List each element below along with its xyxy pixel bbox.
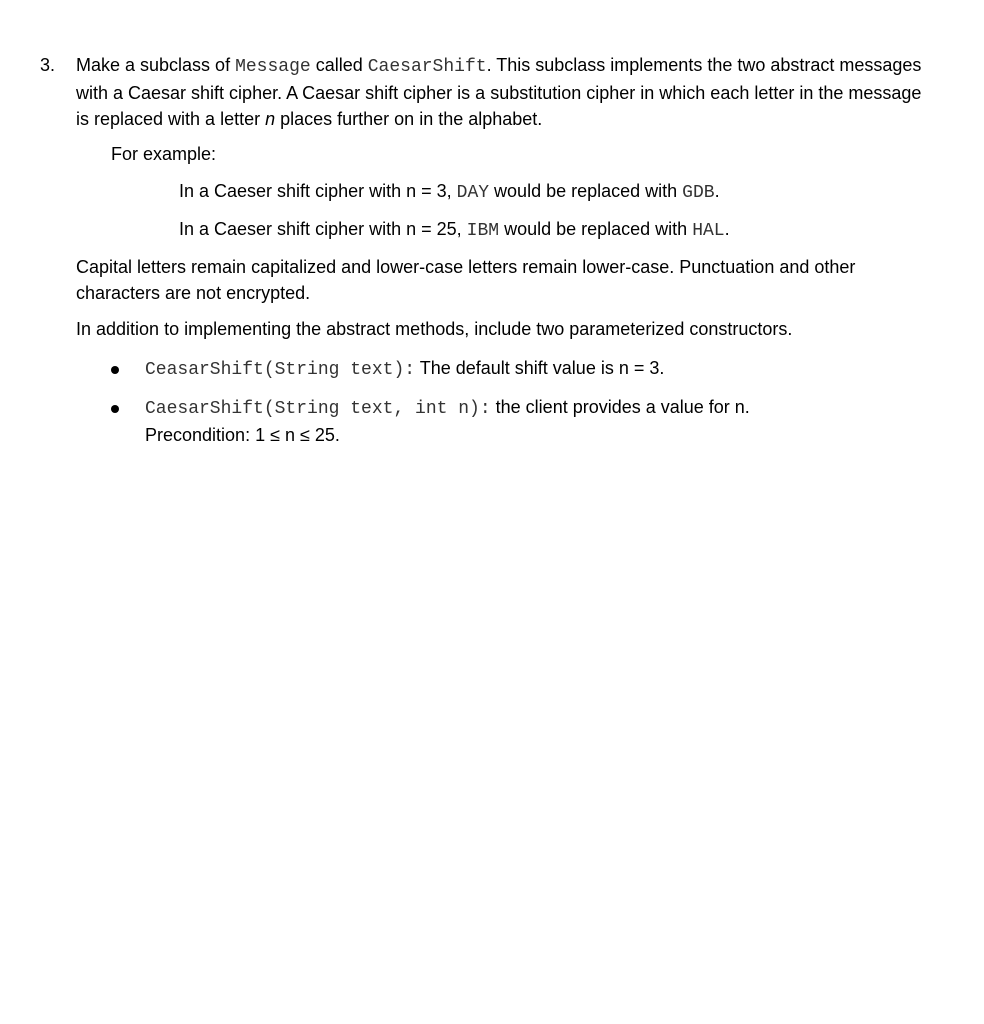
constructor-2-precondition: Precondition: 1 ≤ n ≤ 25.: [145, 425, 340, 445]
constructor-1-signature: CeasarShift(String text):: [145, 360, 416, 380]
constructor-2-description: the client provides a value for n.: [490, 397, 750, 417]
class-name-caesarshift: CaesarShift: [367, 57, 487, 77]
variable-n: n: [265, 109, 276, 129]
addition-paragraph: In addition to implementing the abstract methods, include two parameterized constructors.: [76, 319, 793, 339]
class-name-message: Message: [235, 57, 311, 77]
example-1-text-1: In a Caeser shift cipher with n = 3,: [179, 181, 457, 201]
capitals-paragraph: Capital letters remain capitalized and lower-case letters remain lower-case. Punctuation and other characters are not encrypted.: [76, 257, 856, 303]
intro-text-3: . This subclass implements the two abstract messages with a Caesar shift cipher. A Caesar shift cipher is a substitution cipher in which each letter in the message is replaced with a letter: [76, 55, 922, 129]
intro-text-2: called: [310, 55, 368, 75]
item-number: 3.: [40, 55, 56, 75]
example-1-text-2: would be replaced with: [489, 181, 683, 201]
for-example-label: For example:: [111, 144, 217, 164]
example-1: [179, 178, 720, 206]
example-1-text-3: .: [714, 181, 720, 201]
constructor-1-description: The default shift value is n = 3.: [415, 358, 665, 378]
example-2-text-2: would be replaced with: [499, 219, 693, 239]
constructor-2: [145, 394, 925, 448]
constructor-2-signature: CaesarShift(String text, int n):: [145, 399, 491, 419]
intro-text-1: Make a subclass of: [76, 55, 236, 75]
example-2-plain: IBM: [466, 221, 500, 241]
intro-text-4: places further on in the alphabet.: [275, 109, 543, 129]
example-2-cipher: HAL: [692, 221, 725, 241]
intro-paragraph: [76, 52, 936, 132]
example-2: [179, 216, 730, 244]
example-2-text-1: In a Caeser shift cipher with n = 25,: [179, 219, 467, 239]
example-1-cipher: GDB: [682, 183, 715, 203]
bullet-dot-2: [111, 394, 119, 420]
example-2-text-3: .: [724, 219, 730, 239]
bullet-dot-1: [111, 355, 119, 381]
example-1-plain: DAY: [456, 183, 490, 203]
constructor-1: [145, 355, 925, 383]
